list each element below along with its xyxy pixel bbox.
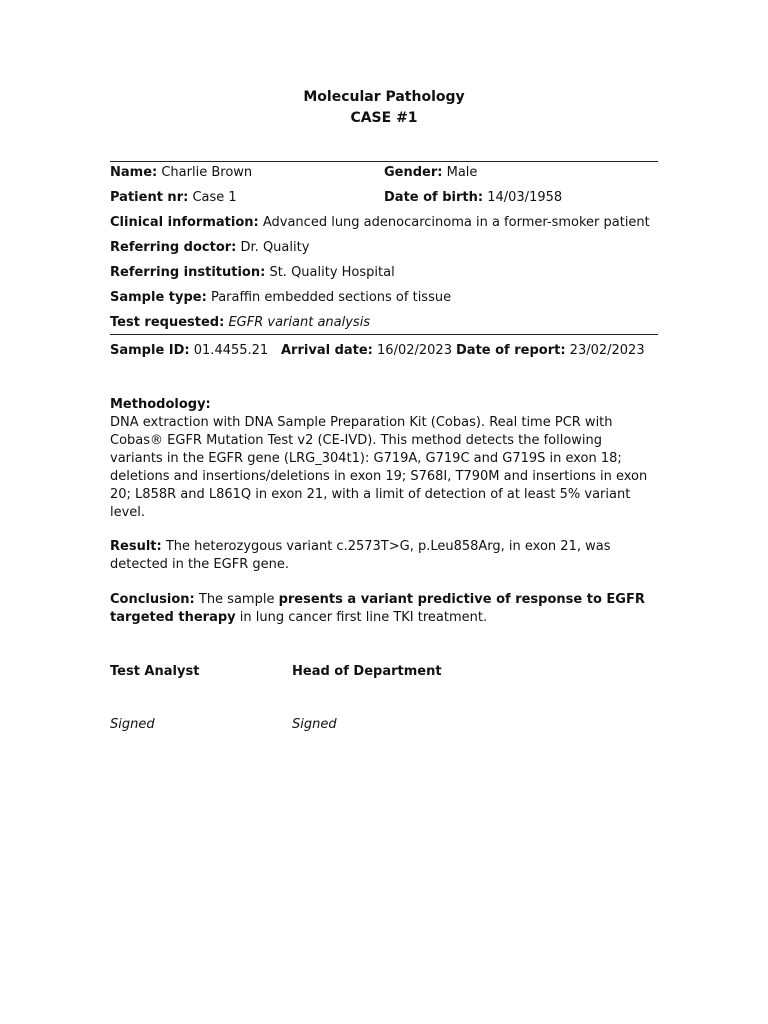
result-text: The heterozygous variant c.2573T>G, p.Leu858Arg, in exon 21, was [165,539,611,554]
gender-value: Male [446,165,478,180]
methodology-line: deletions and insertions/deletions in exon 19; S768I, T790M and insertions in exon [110,469,648,484]
gender-field [384,164,477,182]
methodology-line: variants in the EGFR gene (LRG_304t1): G719A, G719C and G719S in exon 18; [110,451,622,466]
test-requested-value: EGFR variant analysis [228,315,371,330]
conclusion-text-continued: in lung cancer first line TKI treatment. [239,610,488,625]
methodology-heading: Methodology: [110,397,211,412]
methodology-line: DNA extraction with DNA Sample Preparation Kit (Cobas). Real time PCR with [110,415,613,430]
sample-type-label: Sample type: [110,290,207,305]
methodology-section [110,396,670,522]
result-section [110,538,670,574]
conclusion-emphasis: presents a variant predictive of response to EGFR [278,592,645,607]
arrival-date-label: Arrival date: [281,343,373,358]
doctor-label: Referring doctor: [110,240,237,255]
test-analyst-label: Test Analyst [110,664,200,679]
test-requested-field [110,314,370,332]
test-requested-label: Test requested: [110,315,225,330]
arrival-date-field [281,342,452,360]
sample-id-field [110,342,268,360]
report-date-field [456,342,645,360]
conclusion-emphasis-continued: targeted therapy [110,610,236,625]
sample-type-field [110,289,451,307]
patient-nr-field [110,189,237,207]
result-text-continued: detected in the EGFR gene. [110,557,289,572]
arrival-date-value: 16/02/2023 [377,343,452,358]
institution-field [110,264,395,282]
clinical-label: Clinical information: [110,215,259,230]
report-header [0,87,768,129]
doctor-value: Dr. Quality [240,240,310,255]
top-divider [110,161,658,162]
conclusion-section [110,591,670,627]
patient-nr-value: Case 1 [192,190,237,205]
sample-type-value: Paraffin embedded sections of tissue [210,290,452,305]
dob-value: 14/03/1958 [487,190,563,205]
dob-label: Date of birth: [384,190,484,205]
clinical-value: Advanced lung adenocarcinoma in a former-smoker patient [262,215,650,230]
dob-field [384,189,562,207]
case-number: CASE #1 [350,110,418,126]
clinical-field [110,214,650,232]
head-of-department-label: Head of Department [292,664,442,679]
conclusion-text: The sample [198,592,275,607]
methodology-line: Cobas® EGFR Mutation Test v2 (CE-IVD). This method detects the following [110,433,603,448]
sample-id-label: Sample ID: [110,343,190,358]
methodology-line: 20; L858R and L861Q in exon 21, with a limit of detection of at least 5% variant [110,487,631,502]
result-label: Result: [110,539,162,554]
doctor-field [110,239,309,257]
name-field [110,164,252,182]
name-label: Name: [110,165,158,180]
head-of-department-signature: Signed [292,717,337,732]
institution-value: St. Quality Hospital [269,265,395,280]
report-date-label: Date of report: [456,343,566,358]
test-analyst-signature: Signed [110,717,155,732]
institution-label: Referring institution: [110,265,266,280]
report-title: Molecular Pathology [303,89,465,105]
conclusion-label: Conclusion: [110,592,195,607]
sample-id-value: 01.4455.21 [193,343,269,358]
name-value: Charlie Brown [161,165,253,180]
patient-nr-label: Patient nr: [110,190,189,205]
methodology-line: level. [110,505,146,520]
middle-divider [110,334,658,335]
gender-label: Gender: [384,165,443,180]
report-date-value: 23/02/2023 [569,343,645,358]
